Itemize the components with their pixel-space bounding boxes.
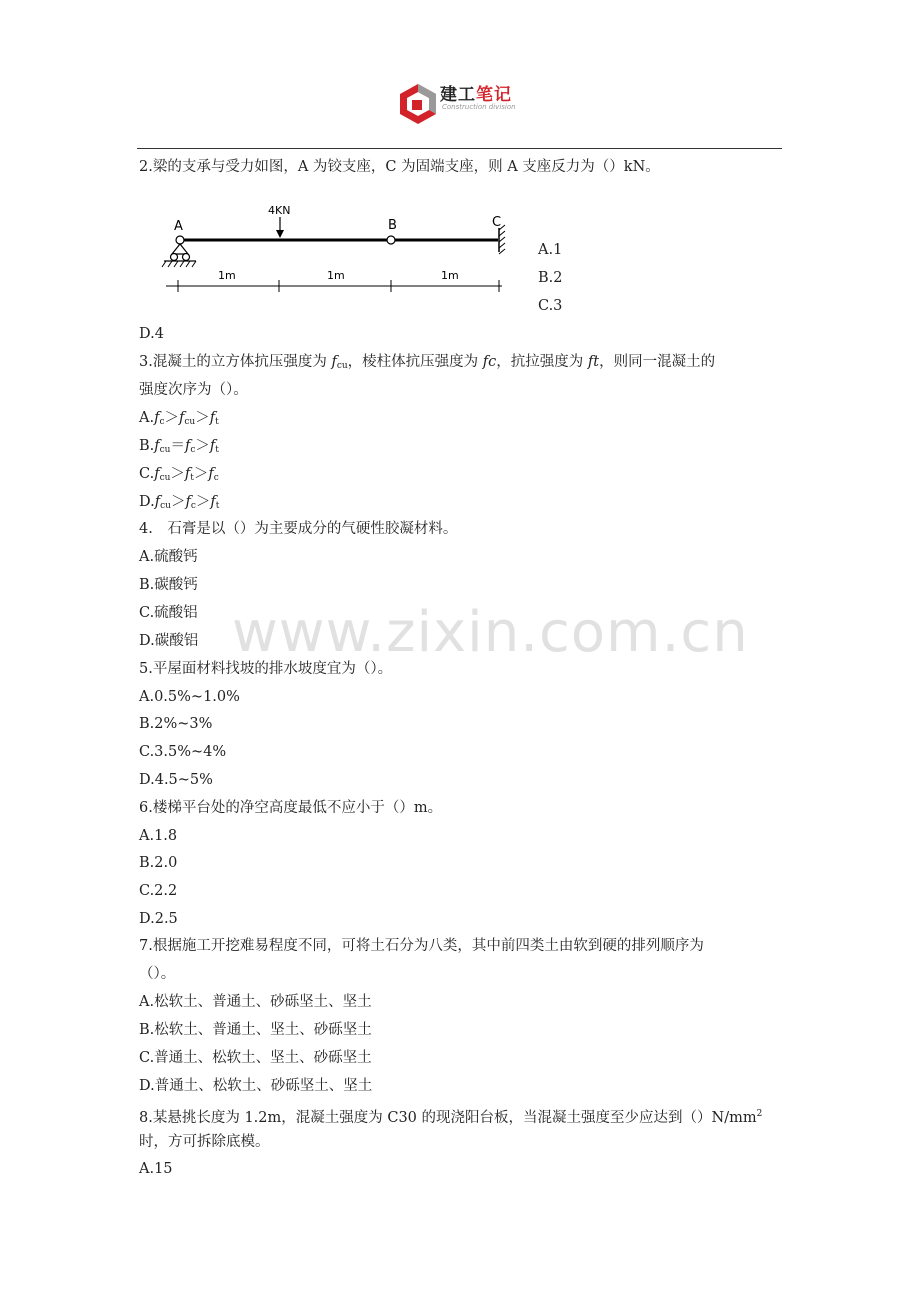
label-b: B <box>388 218 397 233</box>
load-label: 4KN <box>268 204 291 217</box>
question-4-text: 4. 石膏是以（）为主要成分的气硬性胶凝材料。 <box>139 521 458 537</box>
question-3-option-c: $C.f_{cu}>f_t>f_c$ <box>139 466 219 483</box>
page-header <box>0 70 920 130</box>
load-arrow-icon <box>276 217 284 238</box>
question-7-line-1: 7.根据施工开挖难易程度不同，可将土石分为八类，其中前四类土由软到硬的排列顺序为 <box>139 938 704 954</box>
question-3-option-a: $A.f_c>f_{cu}>f_t$ <box>139 410 219 427</box>
span-label-3: 1m <box>441 269 459 282</box>
question-7-option-b: B.松软土、普通土、坚土、砂砾坚土 <box>139 1022 372 1038</box>
beam-diagram <box>160 200 520 300</box>
question-2-option-c: C.3 <box>538 298 563 314</box>
logo-mark-icon <box>398 82 438 126</box>
question-7-option-c: C.普通土、松软土、坚土、砂砾坚土 <box>139 1050 372 1066</box>
question-5-text: 5.平屋面材料找坡的排水坡度宜为（）。 <box>139 661 393 677</box>
question-2-option-a: A.1 <box>538 242 563 258</box>
question-4-option-d: D.碳酸铝 <box>139 633 199 649</box>
span-label-2: 1m <box>327 269 345 282</box>
question-6-option-c: C.2.2 <box>139 883 178 899</box>
question-3-option-d: $D.f_{cu}>f_c>f_t$ <box>139 494 220 511</box>
question-5-option-c: C.3.5%~4% <box>139 744 227 760</box>
question-6-option-d: D.2.5 <box>139 911 178 927</box>
question-4-option-a: A.硫酸钙 <box>139 549 198 565</box>
question-7-option-d: D.普通土、松软土、砂砾坚土、坚土 <box>139 1078 373 1094</box>
question-8-line-1: 8.某悬挑长度为 1.2m，混凝土强度为 C30 的现浇阳台板，当混凝土强度至少应达到$()N/mm^2$ <box>139 1109 763 1126</box>
question-6-text: 6.楼梯平台处的净空高度最低不应小于（）m。 <box>139 800 443 816</box>
question-2-text: 2.梁的支承与受力如图，A 为铰支座，C 为固端支座，则 A 支座反力为（）kN。 <box>139 159 660 175</box>
question-2-option-d: D.4 <box>139 326 164 342</box>
question-2-option-b: B.2 <box>538 270 563 286</box>
watermark: www.zixin.com.cn <box>232 600 749 665</box>
question-3-option-b: $B.f_{cu}=f_c>f_t$ <box>139 438 219 455</box>
hinge-icon <box>387 236 395 244</box>
question-5-option-d: D.4.5~5% <box>139 772 213 788</box>
question-3-line-2: 强度次序为（）。 <box>139 382 248 398</box>
question-5-option-b: B.2%~3% <box>139 716 213 732</box>
question-8-option-a: A.15 <box>139 1161 173 1177</box>
question-6-option-a: A.1.8 <box>139 828 178 844</box>
logo-subtitle: Construction division <box>442 103 516 111</box>
question-7-line-2: （）。 <box>139 966 176 982</box>
header-divider <box>137 148 782 149</box>
question-4-option-c: C.硫酸铝 <box>139 605 198 621</box>
question-6-option-b: B.2.0 <box>139 855 178 871</box>
question-3-line-1: 3.混凝土的立方体抗压强度为 $f_{cu}$，棱柱体抗压强度为 fc，抗拉强度为 ft，则同一混凝土的 <box>139 354 716 371</box>
question-8-line-2: 时，方可拆除底模。 <box>139 1134 270 1150</box>
span-label-1: 1m <box>218 269 236 282</box>
question-7-option-a: A.松软土、普通土、砂砾坚土、坚土 <box>139 994 372 1010</box>
question-4-option-b: B.碳酸钙 <box>139 577 198 593</box>
label-c: C <box>492 215 502 230</box>
logo <box>398 78 533 128</box>
logo-text: 建工笔记 <box>440 85 512 105</box>
label-a: A <box>174 219 183 234</box>
question-5-option-a: A.0.5%~1.0% <box>139 689 240 705</box>
